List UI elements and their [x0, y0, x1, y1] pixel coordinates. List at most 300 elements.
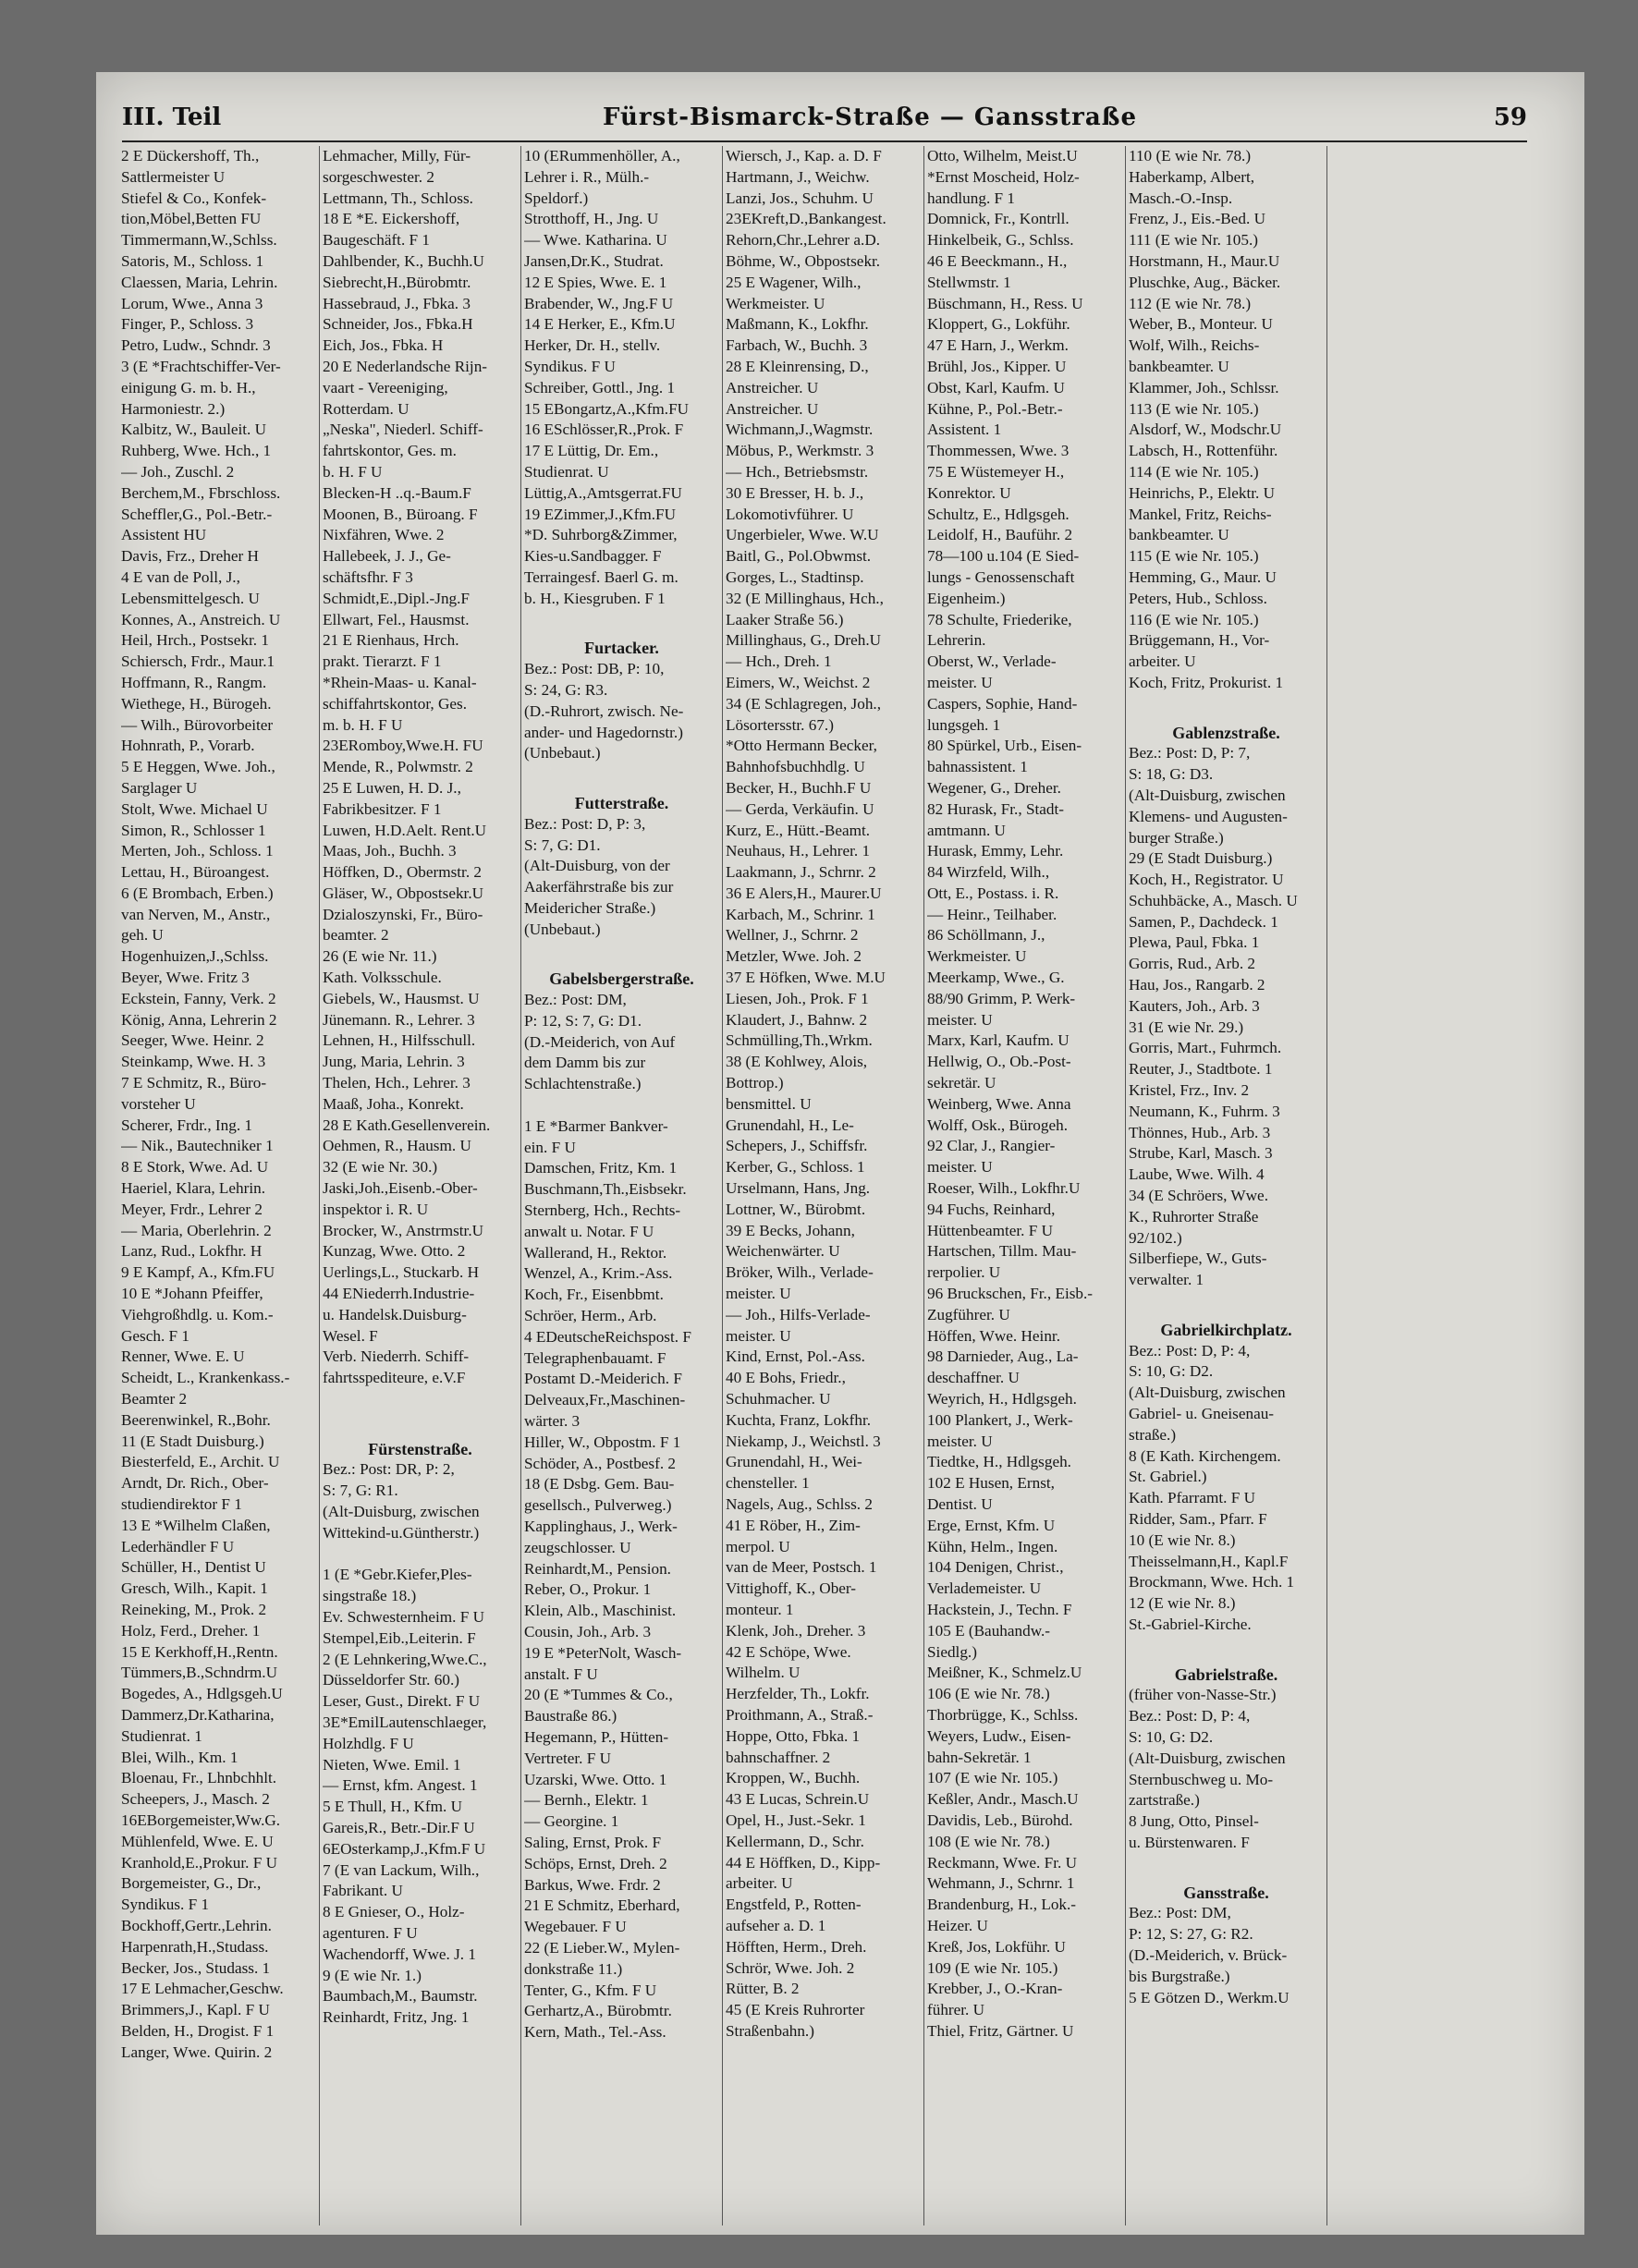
directory-entry: 100 Plankert, J., Werk-	[927, 1410, 1073, 1429]
directory-entry: Schuhbäcke, A., Masch. U	[1129, 891, 1298, 909]
directory-entry: Gorris, Rud., Arb. 2	[1129, 955, 1256, 973]
directory-entry: 110 (E wie Nr. 78.)	[1129, 147, 1252, 165]
directory-entry: Strube, Karl, Masch. 3	[1129, 1144, 1273, 1163]
column-2	[320, 146, 521, 2225]
directory-entry: Theisselmann,H., Kapl.F	[1129, 1552, 1289, 1570]
directory-entry: prakt. Tierarzt. F 1	[323, 652, 442, 671]
directory-entry: Uerlings,L., Stuckarb. H	[323, 1263, 479, 1282]
directory-entry: 19 EZimmer,J.,Kfm.FU	[524, 505, 677, 523]
directory-entry: 31 (E wie Nr. 29.)	[1129, 1018, 1244, 1036]
directory-entry: arbeiter. U	[1129, 652, 1196, 671]
directory-entry: Renner, Wwe. E. U	[121, 1347, 245, 1366]
directory-entry: Tümmers,B.,Schndrm.U	[121, 1664, 277, 1682]
directory-entry: Erge, Ernst, Kfm. U	[927, 1516, 1056, 1534]
directory-entry: Leser, Gust., Direkt. F U	[323, 1692, 481, 1711]
directory-entry: Reineking, M., Prok. 2	[121, 1600, 267, 1618]
directory-entry: Sternbuschweg u. Mo-	[1129, 1770, 1274, 1788]
directory-entry: Speldorf.)	[524, 189, 589, 207]
directory-entry: studiendirektor F 1	[121, 1495, 242, 1513]
directory-entry: meister. U	[927, 1432, 993, 1450]
directory-entry: Ev. Schwesternheim. F U	[323, 1607, 485, 1626]
directory-entry: Hassebraud, J., Fbka. 3	[323, 294, 471, 312]
directory-entry: Delveaux,Fr.,Maschinen-	[524, 1391, 686, 1409]
directory-entry: — Georgine. 1	[524, 1812, 619, 1831]
column-7	[1327, 146, 1529, 2225]
directory-entry: Eimers, W., Weichst. 2	[726, 673, 871, 691]
directory-entry: lungs - Genossenschaft	[927, 567, 1075, 586]
directory-entry: Weichenwärter. U	[726, 1242, 840, 1261]
directory-entry: bankbeamter. U	[1129, 357, 1229, 375]
directory-entry: 47 E Harn, J., Werkm.	[927, 336, 1069, 355]
directory-entry: 88/90 Grimm, P. Werk-	[927, 989, 1076, 1007]
directory-entry: zartstraße.)	[1129, 1791, 1200, 1810]
directory-entry	[323, 1389, 518, 1410]
directory-entry: Ruhberg, Wwe. Hch., 1	[121, 442, 272, 460]
directory-entry: Hogenhuizen,J.,Schlss.	[121, 947, 269, 966]
directory-entry: Saling, Ernst, Prok. F	[524, 1833, 662, 1851]
directory-entry: Klemens- und Augusten-	[1129, 807, 1288, 825]
directory-entry: chensteller. 1	[726, 1474, 810, 1493]
directory-entry: 17 E Lüttig, Dr. Em.,	[524, 442, 659, 460]
directory-entry: Baugeschäft. F 1	[323, 231, 430, 250]
page-number: 59	[1493, 104, 1527, 131]
directory-entry: Schöder, A., Postbesf. 2	[524, 1454, 677, 1472]
directory-entry: b. H., Kiesgruben. F 1	[524, 589, 666, 607]
directory-entry: 94 Fuchs, Reinhard,	[927, 1200, 1056, 1218]
directory-entry: Bez.: Post: D, P: 3,	[524, 814, 646, 833]
directory-entry: Ridder, Sam., Pfarr. F	[1129, 1510, 1267, 1528]
directory-entry: Böhme, W., Obpostsekr.	[726, 251, 881, 270]
directory-entry	[524, 764, 719, 786]
directory-entry: — Heinr., Teilhaber.	[927, 905, 1057, 923]
directory-entry: Schmülling,Th.,Wrkm.	[726, 1031, 873, 1050]
street-range-title: Fürst-Bismarck-Straße — Gansstraße	[603, 104, 1137, 131]
directory-entry: meister. U	[927, 1158, 993, 1177]
directory-entry: Bez.: Post: DR, P: 2,	[323, 1460, 455, 1479]
directory-entry: 8 (E Kath. Kirchengem.	[1129, 1446, 1281, 1465]
directory-entry: Belden, H., Drogist. F 1	[121, 2021, 275, 2040]
directory-entry: Metzler, Wwe. Joh. 2	[726, 947, 862, 966]
directory-entry: Schultz, E., Hdlgsgeh.	[927, 505, 1070, 523]
street-heading: Gabrielstraße.	[1174, 1664, 1278, 1684]
directory-page	[96, 72, 1584, 2235]
directory-entry: Mende, R., Polwmstr. 2	[323, 758, 473, 776]
directory-entry: (D.-Meiderich, von Auf	[524, 1032, 676, 1051]
directory-entry: Seeger, Wwe. Heinr. 2	[121, 1031, 264, 1050]
directory-entry: Wittekind-u.Güntherstr.)	[323, 1523, 480, 1542]
directory-entry: anwalt u. Notar. F U	[524, 1222, 654, 1240]
directory-entry: Schmidt,E.,Dipl.-Jng.F	[323, 589, 470, 607]
directory-entry: Hallebeek, J. J., Ge-	[323, 547, 451, 566]
directory-entry: Kapplinghaus, J., Werk-	[524, 1518, 678, 1535]
directory-entry: Studienrat. U	[524, 462, 609, 481]
directory-entry: ein. F U	[524, 1138, 576, 1156]
directory-entry: 2 (E Lehnkering,Wwe.C.,	[323, 1650, 487, 1668]
directory-entry: Wiersch, J., Kap. a. D. F	[726, 147, 882, 165]
directory-entry: Bloenau, Fr., Lhnbchhlt.	[121, 1769, 277, 1787]
directory-entry: Obst, Karl, Kaufm. U	[927, 378, 1065, 396]
directory-entry: Jansen,Dr.K., Studrat.	[524, 251, 664, 270]
directory-entry: Nieten, Wwe. Emil. 1	[323, 1755, 461, 1774]
directory-entry: Klaudert, J., Bahnw. 2	[726, 1010, 868, 1029]
directory-entry: — Nik., Bautechniker 1	[121, 1137, 274, 1155]
directory-entry: Hohnrath, P., Vorarb.	[121, 737, 255, 755]
directory-entry	[524, 610, 719, 631]
directory-entry: 86 Schöllmann, J.,	[927, 926, 1045, 945]
directory-entry: deschaffner. U	[927, 1369, 1020, 1387]
directory-entry: Kauters, Joh., Arb. 3	[1129, 996, 1260, 1015]
directory-entry: 20 E Nederlandsche Rijn-	[323, 357, 488, 375]
directory-entry: 112 (E wie Nr. 78.)	[1129, 294, 1252, 312]
directory-entry: Schepers, J., Schiffsfr.	[726, 1137, 868, 1155]
directory-entry: 104 Denigen, Christ.,	[927, 1558, 1064, 1577]
directory-entry: 115 (E wie Nr. 105.)	[1129, 547, 1259, 566]
directory-entry: Wiethege, H., Bürogeh.	[121, 694, 272, 713]
directory-entry: 80 Spürkel, Urb., Eisen-	[927, 737, 1082, 755]
directory-entry: Tenter, G., Kfm. F U	[524, 1981, 657, 1999]
directory-entry: 82 Hurask, Fr., Stadt-	[927, 799, 1064, 818]
directory-entry: Scherer, Frdr., Ing. 1	[121, 1116, 253, 1134]
directory-entry: Timmermann,W.,Schlss.	[121, 231, 277, 250]
directory-entry: Brandenburg, H., Lok.-	[927, 1896, 1077, 1914]
directory-entry: Scheepers, J., Masch. 2	[121, 1790, 270, 1809]
directory-entry: Kloppert, G., Lokführ.	[927, 315, 1070, 334]
directory-entry: Gorges, L., Stadtinsp.	[726, 567, 864, 586]
directory-entry: Dahlbender, K., Buchh.U	[323, 251, 484, 270]
directory-entry: Claessen, Maria, Lehrin.	[121, 273, 278, 291]
directory-entry: 13 E *Wilhelm Claßen,	[121, 1516, 271, 1534]
directory-entry: Studienrat. 1	[121, 1726, 202, 1745]
directory-entry: agenturen. F U	[323, 1923, 418, 1942]
directory-entry: (Alt-Duisburg, zwischen	[1129, 1749, 1286, 1767]
directory-entry: Hartschen, Tillm. Mau-	[927, 1242, 1077, 1261]
directory-entry: Urselmann, Hans, Jng.	[726, 1179, 871, 1198]
directory-entry: Thönnes, Hub., Arb. 3	[1129, 1123, 1271, 1141]
directory-entry: — Bernh., Elektr. 1	[524, 1791, 649, 1810]
directory-entry: Proithmann, A., Straß.-	[726, 1705, 874, 1724]
directory-entry: Ungerbieler, Wwe. W.U	[726, 526, 879, 544]
directory-entry: Schröer, Herm., Arb.	[524, 1307, 657, 1325]
directory-entry: Horstmann, H., Maur.U	[1129, 251, 1280, 270]
directory-entry: Barkus, Wwe. Frdr. 2	[524, 1875, 661, 1894]
directory-entry: Haberkamp, Albert,	[1129, 167, 1255, 186]
column-6	[1126, 146, 1327, 2225]
directory-entry: 6 (E Brombach, Erben.)	[121, 884, 274, 902]
directory-entry: 37 E Höfken, Wwe. M.U	[726, 969, 886, 987]
directory-entry: Lettau, H., Büroangest.	[121, 863, 270, 882]
directory-entry: S: 24, G: R3.	[524, 680, 608, 699]
directory-entry: Moonen, B., Büroang. F	[323, 505, 478, 523]
directory-entry: Hüttenbeamter. F U	[927, 1221, 1054, 1239]
directory-entry: meister. U	[927, 673, 993, 691]
column-1	[118, 146, 320, 2225]
directory-entry: Kühne, P., Pol.-Betr.-	[927, 399, 1063, 418]
directory-entry: Wilhelm. U	[726, 1664, 801, 1682]
directory-entry: Kern, Math., Tel.-Ass.	[524, 2023, 666, 2042]
directory-entry: Lederhändler F U	[121, 1537, 235, 1555]
directory-entry: Arndt, Dr. Rich., Ober-	[121, 1474, 269, 1493]
directory-entry: (Unbebaut.)	[524, 744, 601, 762]
directory-entry: beamter. 2	[323, 926, 389, 945]
directory-entry: Viehgroßhdlg. u. Kom.-	[121, 1305, 274, 1323]
directory-entry: Möbus, P., Werkmstr. 3	[726, 442, 874, 460]
directory-entry: Blecken-H ..q.-Baum.F	[323, 483, 471, 502]
directory-entry: Domnick, Fr., Kontrll.	[927, 210, 1070, 228]
directory-entry: Gabriel- u. Gneisenau-	[1129, 1405, 1275, 1423]
directory-entry: 16 ESchlösser,R.,Prok. F	[524, 421, 684, 439]
directory-entry: Maßmann, K., Lokfhr.	[726, 315, 869, 334]
directory-entry: Gorris, Mart., Fuhrmch.	[1129, 1039, 1282, 1057]
directory-entry: S: 18, G: D3.	[1129, 765, 1214, 784]
directory-entry: Sarglager U	[121, 778, 198, 797]
directory-entry: 8 Jung, Otto, Pinsel-	[1129, 1812, 1259, 1831]
directory-entry: 114 (E wie Nr. 105.)	[1129, 462, 1259, 481]
directory-entry: 25 E Wagener, Wilh.,	[726, 273, 862, 291]
directory-entry: Kellermann, D., Schr.	[726, 1832, 864, 1850]
directory-entry: Kurz, E., Hütt.-Beamt.	[726, 821, 871, 839]
directory-entry: Meyer, Frdr., Lehrer 2	[121, 1200, 263, 1218]
directory-entry: 107 (E wie Nr. 105.)	[927, 1769, 1058, 1787]
street-heading: Furtacker.	[584, 639, 659, 658]
directory-entry: Assistent. 1	[927, 421, 1002, 439]
directory-entry: Harmoniestr. 2.)	[121, 399, 226, 418]
directory-entry: 116 (E wie Nr. 105.)	[1129, 610, 1259, 628]
directory-entry: S: 10, G: D2.	[1129, 1727, 1214, 1746]
directory-entry: Jung, Maria, Lehrin. 3	[323, 1053, 465, 1071]
directory-entry: K., Ruhrorter Straße	[1129, 1207, 1259, 1225]
directory-entry	[323, 1544, 518, 1566]
directory-entry: arbeiter. U	[726, 1874, 793, 1893]
directory-entry: 10 (E wie Nr. 8.)	[1129, 1530, 1236, 1549]
directory-entry: 17 E Lehmacher,Geschw.	[121, 1980, 284, 1998]
directory-entry: inspektor i. R. U	[323, 1200, 429, 1218]
directory-entry: Rütter, B. 2	[726, 1980, 800, 1998]
directory-entry	[323, 1410, 518, 1432]
directory-entry: Hemming, G., Maur. U	[1129, 567, 1277, 586]
column-5	[924, 146, 1126, 2225]
directory-entry: Alsdorf, W., Modschr.U	[1129, 421, 1282, 439]
directory-entry: 7 (E van Lackum, Wilh.,	[323, 1860, 480, 1879]
directory-entry: Verlademeister. U	[927, 1579, 1042, 1598]
directory-entry: Anstreicher. U	[726, 378, 819, 396]
directory-entry: Peters, Hub., Schloss.	[1129, 589, 1267, 607]
directory-entry: Krebber, J., O.-Kran-	[927, 1980, 1063, 1998]
directory-entry: *Otto Hermann Becker,	[726, 737, 877, 755]
directory-entry: Lehrer i. R., Mülh.-	[524, 167, 650, 186]
directory-entry: Hinkelbeik, G., Schlss.	[927, 231, 1074, 250]
directory-entry: Bez.: Post: D, P: 4,	[1129, 1341, 1251, 1360]
directory-columns	[118, 146, 1534, 2225]
directory-entry: Kies-u.Sandbagger. F	[524, 547, 662, 566]
directory-entry: — Gerda, Verkäufin. U	[726, 799, 874, 818]
directory-entry: Koch, Fritz, Prokurist. 1	[1129, 673, 1284, 691]
directory-entry: Gresch, Wilh., Kapit. 1	[121, 1579, 268, 1598]
directory-entry: Dammerz,Dr.Katharina,	[121, 1705, 275, 1724]
directory-entry: Eich, Jos., Fbka. H	[323, 336, 444, 355]
directory-entry	[1129, 1636, 1324, 1657]
directory-entry: 106 (E wie Nr. 78.)	[927, 1685, 1050, 1703]
directory-entry: Baumbach,M., Baumstr.	[323, 1987, 478, 2006]
directory-entry: 25 E Luwen, H. D. J.,	[323, 778, 461, 797]
directory-entry: 105 E (Bauhandw.-	[927, 1621, 1051, 1640]
directory-entry: 15 E Kerkhoff,H.,Rentn.	[121, 1642, 278, 1661]
directory-entry: Berchem,M., Fbrschloss.	[121, 483, 281, 502]
directory-entry: gesellsch., Pulverweg.)	[524, 1496, 672, 1515]
directory-entry: 44 E Höffken, D., Kipp-	[726, 1853, 881, 1872]
directory-entry: Kind, Ernst, Pol.-Ass.	[726, 1347, 865, 1366]
directory-entry: 2 E Dückershoff, Th.,	[121, 147, 260, 165]
directory-entry: u. Handelsk.Duisburg-	[323, 1305, 467, 1323]
directory-entry: Wegener, G., Dreher.	[927, 778, 1061, 797]
directory-entry: Brühl, Jos., Kipper. U	[927, 357, 1067, 375]
directory-entry: aufseher a. D. 1	[726, 1916, 826, 1934]
directory-entry: Gerhartz,A., Bürobmtr.	[524, 2002, 672, 2020]
directory-entry: 18 E *E. Eickershoff,	[323, 210, 460, 228]
directory-entry: 43 E Lucas, Schrein.U	[726, 1790, 870, 1809]
directory-entry: Hackstein, J., Techn. F	[927, 1600, 1072, 1618]
directory-entry: „Neska", Niederl. Schiff-	[323, 421, 483, 439]
directory-entry: 18 (E Dsbg. Gem. Bau-	[524, 1475, 675, 1494]
street-heading: Fürstenstraße.	[368, 1439, 472, 1458]
directory-entry: meister. U	[726, 1285, 791, 1303]
directory-entry: Koch, H., Registrator. U	[1129, 871, 1284, 889]
directory-entry: Reinhardt, Fritz, Jng. 1	[323, 2008, 470, 2027]
directory-entry: Stellwmstr. 1	[927, 273, 1011, 291]
directory-entry: Eigenheim.)	[927, 589, 1006, 607]
directory-entry: Thiel, Fritz, Gärtner. U	[927, 2021, 1074, 2040]
directory-entry: 12 (E wie Nr. 8.)	[1129, 1594, 1236, 1613]
directory-entry: Kroppen, W., Buchh.	[726, 1769, 861, 1787]
directory-entry: Davidis, Leb., Bürohd.	[927, 1811, 1073, 1829]
directory-entry: S: 10, G: D2.	[1129, 1362, 1214, 1381]
directory-entry: Oehmen, R., Hausm. U	[323, 1137, 471, 1155]
directory-entry: 109 (E wie Nr. 105.)	[927, 1958, 1058, 1977]
directory-entry	[524, 940, 719, 961]
directory-entry: (Unbebaut.)	[524, 920, 601, 938]
directory-entry: Reckmann, Wwe. Fr. U	[927, 1853, 1077, 1872]
directory-entry: 20 (E *Tummes & Co.,	[524, 1686, 673, 1704]
directory-entry: führer. U	[927, 2001, 985, 2019]
directory-entry: — Hch., Betriebsmstr.	[726, 462, 869, 481]
directory-entry: singstraße 18.)	[323, 1587, 417, 1605]
directory-entry	[524, 1095, 719, 1116]
directory-entry: Heil, Hrch., Postsekr. 1	[121, 631, 269, 650]
directory-entry: Farbach, W., Buchh. 3	[726, 336, 868, 355]
directory-entry: Becker, Jos., Studass. 1	[121, 1958, 271, 1977]
directory-entry: Kristel, Frz., Inv. 2	[1129, 1081, 1250, 1100]
directory-entry: 41 E Röber, H., Zim-	[726, 1516, 861, 1534]
directory-entry: Heizer. U	[927, 1916, 988, 1934]
directory-entry: merpol. U	[726, 1537, 790, 1555]
directory-entry: 96 Bruckschen, Fr., Eisb.-	[927, 1285, 1094, 1303]
directory-entry: Strotthoff, H., Jng. U	[524, 210, 659, 228]
directory-entry: 108 (E wie Nr. 78.)	[927, 1832, 1050, 1850]
directory-entry: Bez.: Post: D, P: 7,	[1129, 744, 1251, 762]
directory-entry: Bröker, Wilh., Verlade-	[726, 1263, 874, 1282]
directory-entry: 26 (E wie Nr. 11.)	[323, 947, 437, 966]
directory-entry: Kunzag, Wwe. Otto. 2	[323, 1242, 466, 1261]
directory-entry: Kühn, Helm., Ingen.	[927, 1537, 1058, 1555]
directory-entry: Wallerand, H., Rektor.	[524, 1243, 667, 1262]
directory-entry: *Rhein-Maas- u. Kanal-	[323, 673, 477, 691]
directory-entry: Hoppe, Otto, Fbka. 1	[726, 1726, 861, 1745]
directory-entry: amtmann. U	[927, 821, 1006, 839]
directory-entry: Kranhold,E.,Prokur. F U	[121, 1853, 278, 1872]
directory-entry: Holz, Ferd., Dreher. 1	[121, 1621, 261, 1640]
directory-entry: schiffahrtskontor, Ges.	[323, 694, 468, 713]
directory-entry: S: 7, G: R1.	[323, 1482, 398, 1500]
directory-entry: Mühlenfeld, Wwe. E. U	[121, 1832, 274, 1850]
directory-entry: (früher von-Nasse-Str.)	[1129, 1686, 1277, 1704]
directory-entry	[1129, 1854, 1324, 1875]
directory-entry: dem Damm bis zur	[524, 1054, 646, 1072]
directory-entry: Haeriel, Klara, Lehrin.	[121, 1179, 266, 1198]
directory-entry: Lanz, Rud., Lokfhr. H	[121, 1242, 263, 1261]
directory-entry: Biesterfeld, E., Archit. U	[121, 1453, 280, 1471]
directory-entry: 29 (E Stadt Duisburg.)	[1129, 849, 1273, 868]
directory-entry: Bottrop.)	[726, 1074, 784, 1092]
directory-entry: 113 (E wie Nr. 105.)	[1129, 399, 1259, 418]
directory-entry: Kuchta, Franz, Lokfhr.	[726, 1410, 872, 1429]
directory-entry: 92/102.)	[1129, 1228, 1182, 1247]
directory-entry: monteur. 1	[726, 1600, 794, 1618]
directory-entry: *D. Suhrborg&Zimmer,	[524, 526, 678, 544]
directory-entry: Gareis,R., Betr.-Dir.F U	[323, 1818, 475, 1836]
directory-entry: Damschen, Fritz, Km. 1	[524, 1159, 678, 1177]
directory-entry: Labsch, H., Rottenführ.	[1129, 442, 1278, 460]
directory-entry: van Nerven, M., Anstr.,	[121, 905, 271, 923]
directory-entry: Thorbrügge, K., Schlss.	[927, 1705, 1079, 1724]
directory-entry: Beerenwinkel, R.,Bohr.	[121, 1410, 271, 1429]
directory-entry: straße.)	[1129, 1425, 1177, 1444]
directory-entry: 5 E Götzen D., Werkm.U	[1129, 1988, 1290, 2006]
directory-entry: Thommessen, Wwe. 3	[927, 442, 1070, 460]
directory-entry: 10 E *Johann Pfeiffer,	[121, 1285, 263, 1303]
directory-entry: 15 EBongartz,A.,Kfm.FU	[524, 399, 690, 418]
directory-entry: Hau, Jos., Rangarb. 2	[1129, 976, 1265, 994]
directory-entry: Beyer, Wwe. Fritz 3	[121, 969, 250, 987]
directory-entry: Fabrikbesitzer. F 1	[323, 799, 442, 818]
directory-entry: Grunendahl, H., Le-	[726, 1116, 854, 1134]
directory-entry: Wachendorff, Wwe. J. 1	[323, 1945, 476, 1963]
directory-entry: 45 (E Kreis Ruhrorter	[726, 2001, 865, 2019]
directory-entry: Marx, Karl, Kaufm. U	[927, 1031, 1070, 1050]
directory-entry: 1 (E *Gebr.Kiefer,Ples-	[323, 1566, 472, 1584]
directory-entry: — Maria, Oberlehrin. 2	[121, 1221, 272, 1239]
directory-entry: — Wilh., Bürovorbeiter	[121, 715, 274, 734]
directory-entry: Plewa, Paul, Fbka. 1	[1129, 933, 1260, 952]
directory-entry: 46 E Beeckmann., H.,	[927, 251, 1068, 270]
header-rule	[122, 140, 1527, 142]
directory-entry: Lehnen, H., Hilfsschull.	[323, 1031, 476, 1050]
directory-entry: 75 E Wüstemeyer H.,	[927, 462, 1065, 481]
directory-entry: Beamter 2	[121, 1390, 188, 1408]
directory-entry: sekretär. U	[927, 1074, 996, 1092]
directory-entry: verwalter. 1	[1129, 1271, 1204, 1289]
directory-entry: Cousin, Joh., Arb. 3	[524, 1622, 652, 1640]
directory-entry: Schlachtenstraße.)	[524, 1075, 642, 1093]
directory-entry: 4 E van de Poll, J.,	[121, 567, 240, 586]
directory-entry: vaart - Vereeniging,	[323, 378, 448, 396]
directory-entry	[1129, 1291, 1324, 1312]
directory-entry: 28 E Kath.Gesellenverein.	[323, 1116, 491, 1134]
directory-entry: Vittighoff, K., Ober-	[726, 1579, 857, 1598]
directory-entry: Harpenrath,H.,Studass.	[121, 1937, 269, 1956]
directory-entry: 10 (ERummenhöller, A.,	[524, 147, 680, 165]
directory-entry: 22 (E Lieber.W., Mylen-	[524, 1938, 680, 1957]
directory-entry: Lanzi, Jos., Schuhm. U	[726, 189, 874, 207]
directory-entry: Düsseldorfer Str. 60.)	[323, 1671, 459, 1689]
